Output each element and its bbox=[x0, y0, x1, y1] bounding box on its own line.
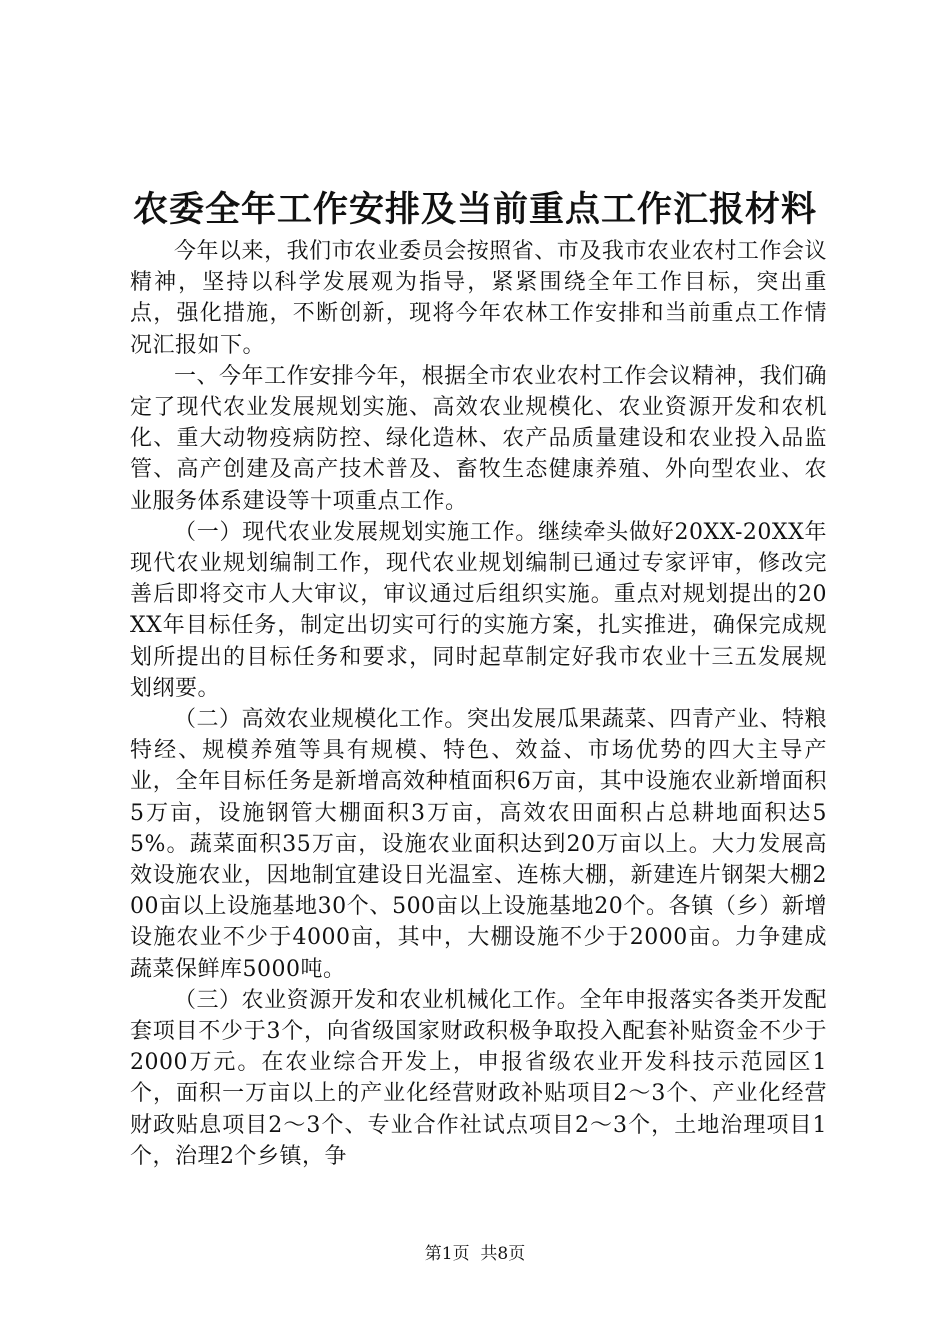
page-footer bbox=[0, 1243, 950, 1265]
paragraph-item-three: （三）农业资源开发和农业机械化工作。全年申报落实各类开发配套项目不少于3个，向省级国家财政积极争取投入配套补贴资金不少于2000万元。在农业综合开发上，申报省级农业开发科技示范园区1个，面积一万亩以上的产业化经营财政补贴项目2～3个、产业化经营财政贴息项目2～3个、专业合作社试点项目2～3个，土地治理项目1个，治理2个乡镇，争 bbox=[130, 987, 827, 1169]
page-number: 第1页 bbox=[424, 1244, 470, 1264]
paragraph-intro: 今年以来，我们市农业委员会按照省、市及我市农业农村工作会议精神，坚持以科学发展观为指导，紧紧围绕全年工作目标，突出重点，强化措施，不断创新，现将今年农林工作安排和当前重点工作情况汇报如下。 bbox=[130, 239, 827, 358]
page-total: 共8页 bbox=[480, 1244, 526, 1264]
document-body bbox=[130, 236, 827, 1172]
document-title: 农委全年工作安排及当前重点工作汇报材料 bbox=[132, 189, 817, 230]
paragraph-item-two: （二）高效农业规模化工作。突出发展瓜果蔬菜、四青产业、特粮特经、规模养殖等具有规模、特色、效益、市场优势的四大主导产业，全年目标任务是新增高效种植面积6万亩，其中设施农业新增面积5万亩，设施钢管大棚面积3万亩，高效农田面积占总耕地面积达55%。蔬菜面积35万亩，设施农业面积达到20万亩以上。大力发展高效设施农业，因地制宜建设日光温室、连栋大棚，新建连片钢架大棚200亩以上设施基地30个、500亩以上设施基地20个。各镇（乡）新增设施农业不少于4000亩，其中，大棚设施不少于2000亩。力争建成蔬菜保鲜库5000吨。 bbox=[130, 707, 827, 982]
paragraph-item-one: （一）现代农业发展规划实施工作。继续牵头做好20XX-20XX年现代农业规划编制工作，现代农业规划编制已通过专家评审，修改完善后即将交市人大审议，审议通过后组织实施。重点对规划提出的20XX年目标任务，制定出切实可行的实施方案，扎实推进，确保完成规划所提出的目标任务和要求，同时起草制定好我市农业十三五发展规划纲要。 bbox=[130, 519, 827, 701]
paragraph-section-one: 一、今年工作安排今年，根据全市农业农村工作会议精神，我们确定了现代农业发展规划实施、高效农业规模化、农业资源开发和农机化、重大动物疫病防控、绿化造林、农产品质量建设和农业投入品监管、高产创建及高产技术普及、畜牧生态健康养殖、外向型农业、农业服务体系建设等十项重点工作。 bbox=[130, 363, 827, 514]
